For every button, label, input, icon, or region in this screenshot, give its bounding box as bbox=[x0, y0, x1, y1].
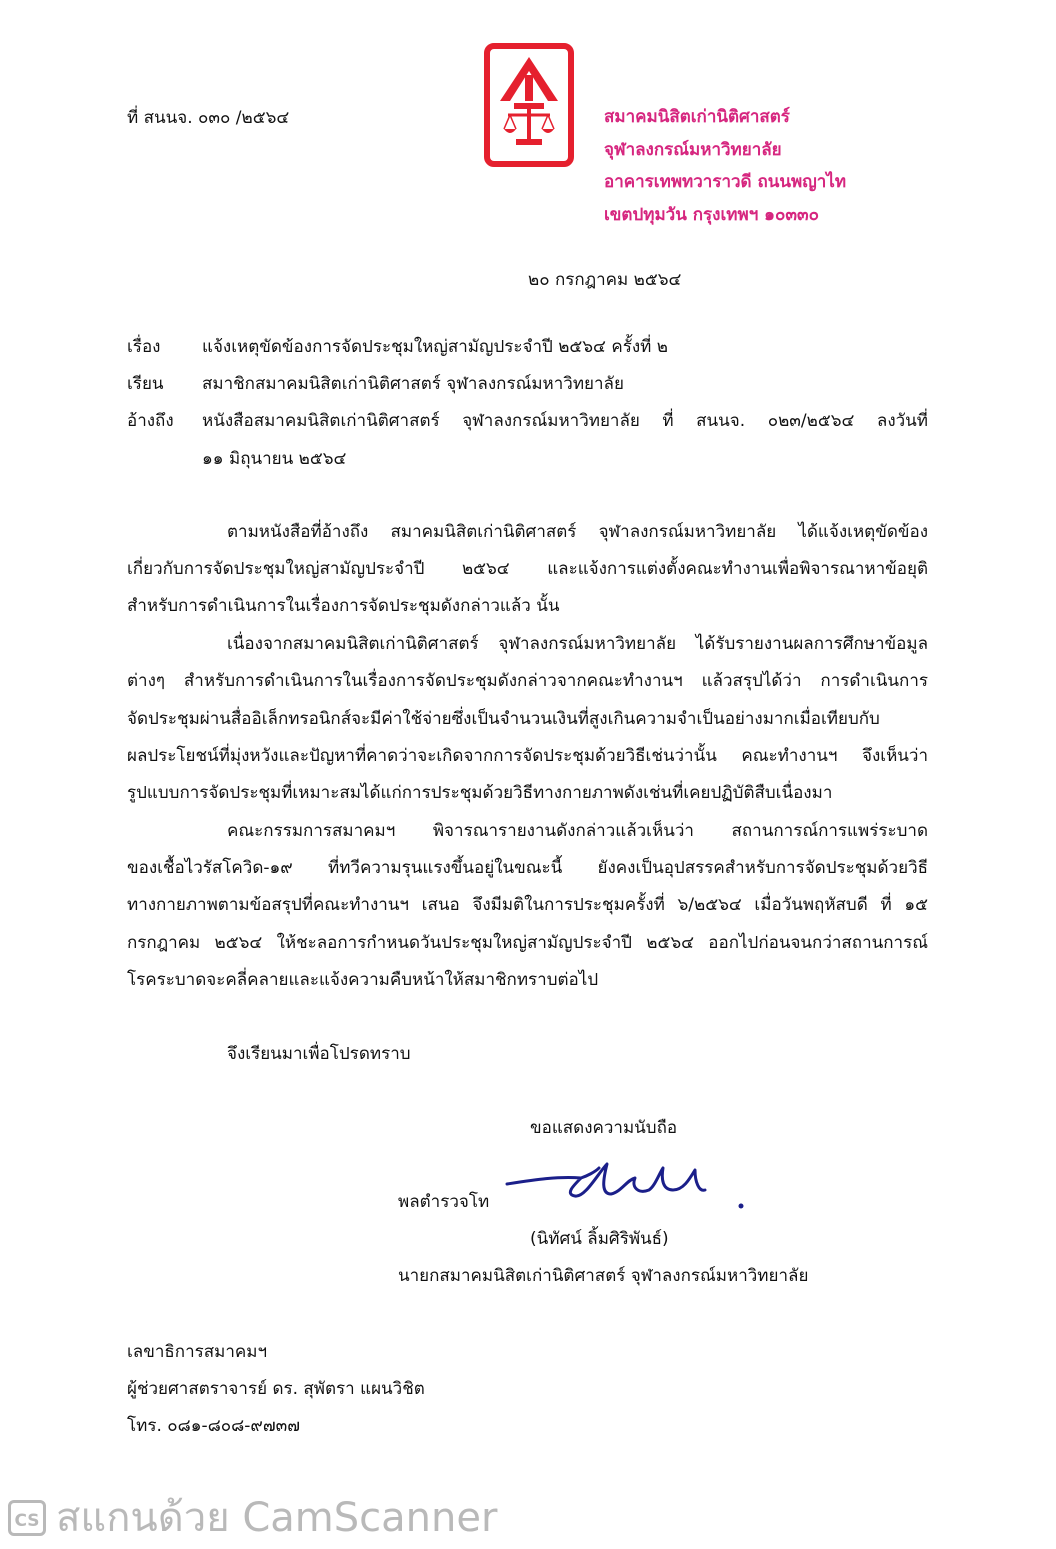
paragraph-line: กรกฎาคม ๒๕๖๔ ให้ชะลอการกำหนดวันประชุมใหญ่สามัญประจำปี ๒๕๖๔ ออกไปก่อนจนกว่าสถานการณ์ bbox=[127, 933, 928, 953]
association-building: อาคารเทพทวาราวดี ถนนพญาไท bbox=[604, 172, 847, 192]
paragraph-line: เกี่ยวกับการจัดประชุมใหญ่สามัญประจำปี ๒๕๖๔ และแจ้งการแต่งตั้งคณะทำงานเพื่อพิจารณาหาข้อยุติ bbox=[127, 559, 928, 579]
paragraph-line: สำหรับการดำเนินการในเรื่องการจัดประชุมดังกล่าวแล้ว นั้น bbox=[127, 596, 560, 616]
contact-name: ผู้ช่วยศาสตราจารย์ ดร. สุพัตรา แผนวิชิต bbox=[127, 1379, 425, 1399]
camscanner-watermark: สแกนด้วย CamScanner bbox=[56, 1495, 498, 1541]
signer-position: นายกสมาคมนิสิตเก่านิติศาสตร์ จุฬาลงกรณ์มหาวิทยาลัย bbox=[398, 1266, 809, 1286]
salutation-value: สมาชิกสมาคมนิสิตเก่านิติศาสตร์ จุฬาลงกรณ์มหาวิทยาลัย bbox=[202, 374, 624, 394]
paragraph-line: ทางกายภาพตามข้อสรุปที่คณะทำงานฯ เสนอ จึงมีมติในการประชุมครั้งที่ ๖/๒๕๖๔ เมื่อวันพฤหัสบดี ที่ ๑๕ bbox=[127, 895, 928, 915]
letter-date: ๒๐ กรกฎาคม ๒๕๖๔ bbox=[528, 270, 682, 290]
paragraph-line: ตามหนังสือที่อ้างถึง สมาคมนิสิตเก่านิติศาสตร์ จุฬาลงกรณ์มหาวิทยาลัย ได้แจ้งเหตุขัดข้อง bbox=[227, 522, 928, 542]
paragraph-line: ผลประโยชน์ที่มุ่งหวังและปัญหาที่คาดว่าจะเกิดจากการจัดประชุมด้วยวิธีเช่นว่านั้น คณะทำงานฯ จึงเห็นว่า bbox=[127, 746, 928, 766]
paragraph-line: จัดประชุมผ่านสื่ออิเล็กทรอนิกส์จะมีค่าใช้จ่ายซึ่งเป็นจำนวนเงินที่สูงเกินความจำเป็นอย่างมากเมื่อเทียบกับ bbox=[127, 709, 880, 729]
paragraph-line: ของเชื้อไวรัสโควิด-๑๙ ที่ทวีความรุนแรงขึ้นอยู่ในขณะนี้ ยังคงเป็นอุปสรรคสำหรับการจัดประชุมด้วยวิธี bbox=[127, 858, 928, 878]
association-university: จุฬาลงกรณ์มหาวิทยาลัย bbox=[604, 140, 782, 160]
reference-value-line2: ๑๑ มิถุนายน ๒๕๖๔ bbox=[202, 449, 347, 469]
reference-number: ที่ สนนจ. ๐๓๐ /๒๕๖๔ bbox=[127, 108, 290, 128]
association-name: สมาคมนิสิตเก่านิติศาสตร์ bbox=[604, 107, 790, 127]
paragraph-line: รูปแบบการจัดประชุมที่เหมาะสมได้แก่การประชุมด้วยวิธีทางกายภาพดังเช่นที่เคยปฏิบัติสืบเนื่องมา bbox=[127, 783, 833, 803]
signer-name: (นิทัศน์ ลิ้มศิริพันธ์) bbox=[530, 1229, 669, 1249]
paragraph-line: ต่างๆ สำหรับการดำเนินการในเรื่องการจัดประชุมดังกล่าวจากคณะทำงานฯ แล้วสรุปได้ว่า การดำเนินการ bbox=[127, 671, 928, 691]
paragraph-line: คณะกรรมการสมาคมฯ พิจารณารายงานดังกล่าวแล้วเห็นว่า สถานการณ์การแพร่ระบาด bbox=[227, 821, 928, 841]
reference-value-line1: หนังสือสมาคมนิสิตเก่านิติศาสตร์ จุฬาลงกรณ์มหาวิทยาลัย ที่ สนนจ. ๐๒๓/๒๕๖๔ ลงวันที่ bbox=[202, 411, 928, 431]
paragraph-line: เนื่องจากสมาคมนิสิตเก่านิติศาสตร์ จุฬาลงกรณ์มหาวิทยาลัย ได้รับรายงานผลการศึกษาข้อมูล bbox=[227, 634, 928, 654]
regards-line: ขอแสดงความนับถือ bbox=[530, 1118, 678, 1138]
subject-label: เรื่อง bbox=[127, 337, 161, 357]
subject-value: แจ้งเหตุขัดข้องการจัดประชุมใหญ่สามัญประจำปี ๒๕๖๔ ครั้งที่ ๒ bbox=[202, 337, 668, 357]
association-emblem-icon bbox=[484, 43, 574, 167]
handwritten-signature-icon bbox=[503, 1150, 753, 1219]
reference-label: อ้างถึง bbox=[127, 411, 174, 431]
paragraph-line: โรคระบาดจะคลี่คลายและแจ้งความคืบหน้าให้สมาชิกทราบต่อไป bbox=[127, 970, 599, 990]
closing-line: จึงเรียนมาเพื่อโปรดทราบ bbox=[227, 1044, 411, 1064]
contact-title: เลขาธิการสมาคมฯ bbox=[127, 1342, 267, 1362]
camscanner-logo-icon: CS bbox=[8, 1500, 46, 1536]
salutation-label: เรียน bbox=[127, 374, 164, 394]
contact-phone: โทร. ๐๘๑-๘๐๘-๙๗๓๗ bbox=[127, 1416, 301, 1436]
signer-rank: พลตำรวจโท bbox=[398, 1192, 490, 1212]
association-district: เขตปทุมวัน กรุงเทพฯ ๑๐๓๓๐ bbox=[604, 205, 819, 225]
